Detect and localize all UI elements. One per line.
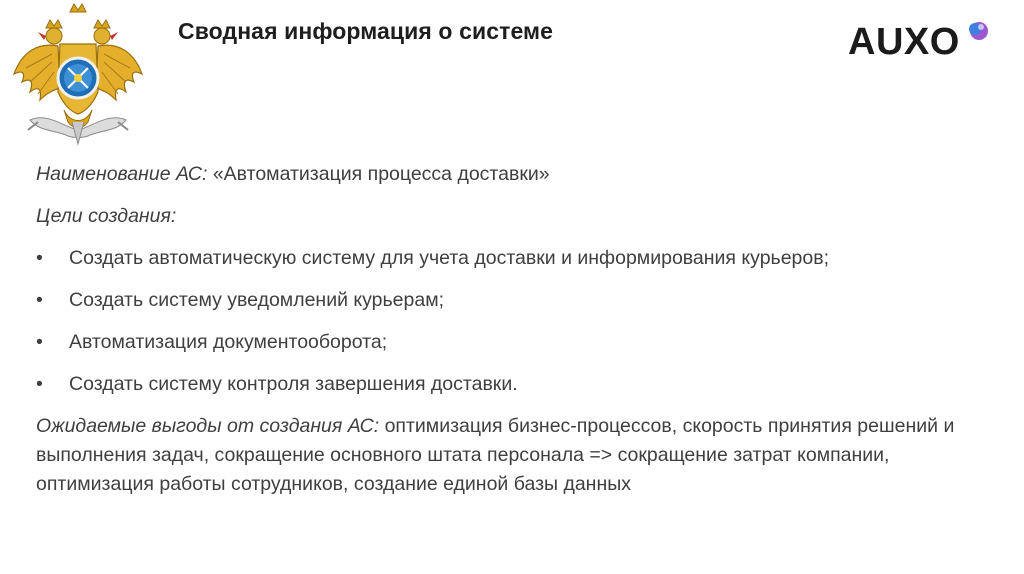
list-item — [36, 286, 996, 315]
goal-text: Создать систему контроля завершения доставки. — [69, 373, 518, 395]
goal-text: Создать автоматическую систему для учета доставки и информирования курьеров; — [69, 247, 830, 269]
system-name-paragraph — [36, 160, 996, 189]
goals-label: Цели создания: — [36, 205, 177, 227]
goal-text: Создать систему уведомлений курьерам; — [69, 289, 445, 311]
bullet-icon: • — [36, 331, 43, 353]
bullet-icon: • — [36, 289, 43, 311]
system-name-label: Наименование АС: — [36, 163, 208, 185]
system-name-value: «Автоматизация процесса доставки» — [207, 163, 550, 185]
bullet-icon: • — [36, 247, 43, 269]
list-item — [36, 244, 996, 273]
logo-text: AUXO — [848, 21, 960, 63]
benefits-label: Ожидаемые выгоды от создания АС: — [36, 415, 380, 437]
bullet-icon: • — [36, 373, 43, 395]
list-item — [36, 328, 996, 357]
goals-list — [36, 244, 996, 399]
auxo-logo — [848, 18, 998, 68]
list-item — [36, 370, 996, 399]
goal-text: Автоматизация документооборота; — [69, 331, 388, 353]
benefits-paragraph — [36, 412, 996, 499]
double-headed-eagle-emblem-icon — [8, 2, 148, 152]
page-title: Сводная информация о системе — [178, 18, 554, 44]
benefits-text: оптимизация бизнес-процессов, скорость принятия решений и выполнения задач, сокращение основного штата персонала => сокращение затрат компании, оптимизация работы сотрудников, создание единой базы данных — [36, 415, 955, 495]
logo-accent-icon — [966, 20, 990, 44]
slide-content — [36, 160, 996, 512]
